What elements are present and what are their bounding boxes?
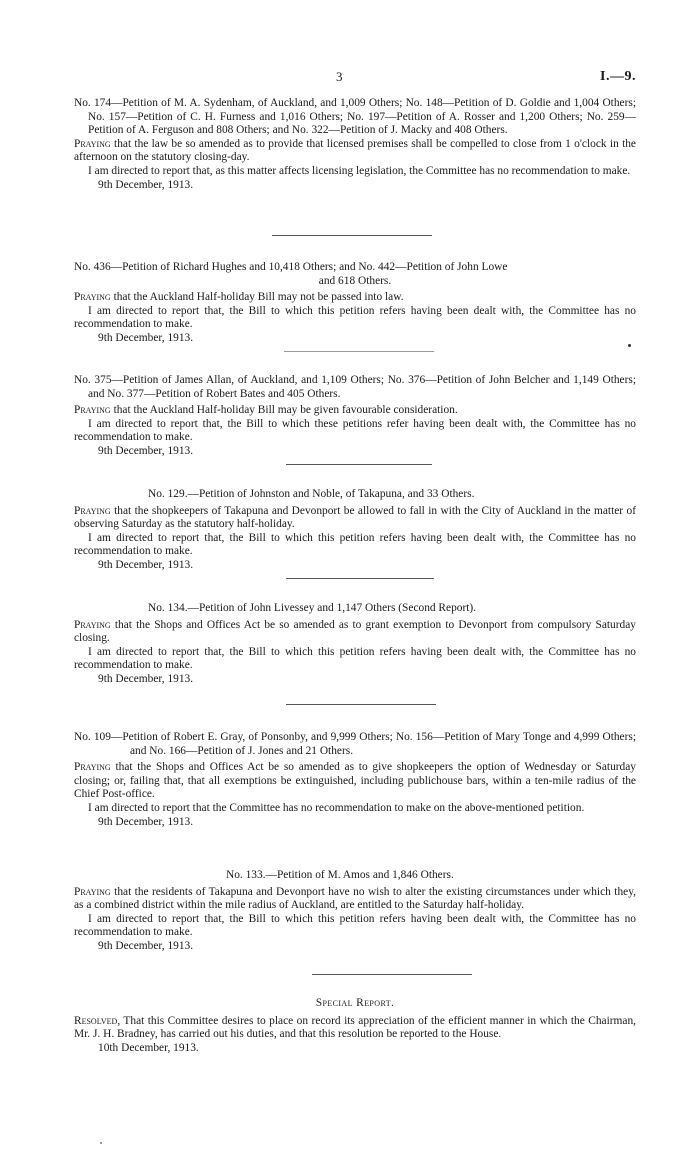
praying-label: Praying <box>74 291 111 304</box>
resolution-body: , That this Committee desires to place on record its appreciation of the efficient manner in which the Chairman, Mr. J. H. Bradney, has carried out his duties, and that this resolution be reported to the House. <box>74 1014 636 1041</box>
petition-prayer <box>74 505 636 532</box>
petition-section-4 <box>74 488 636 573</box>
petition-prayer <box>74 291 636 305</box>
page-number: 3 <box>336 69 343 84</box>
praying-label: Praying <box>74 404 111 417</box>
section-divider <box>312 974 472 975</box>
prayer-text: that the Shops and Offices Act be so amended as to grant exemption to Devonport from compulsory Saturday closing. <box>74 618 636 645</box>
petition-section-5 <box>74 602 636 687</box>
section-divider <box>286 464 432 465</box>
report-date: 9th December, 1913. <box>98 672 194 685</box>
praying-label: Praying <box>74 137 111 150</box>
petition-title: No. 129.—Petition of Johnston and Noble, of Takapuna, and 33 Others. <box>148 488 475 500</box>
committee-report: I am directed to report that, the Bill to which this petition refers having been dealt with, the Committee has no recommendation to make. <box>74 912 636 939</box>
report-date: 9th December, 1913. <box>98 331 194 344</box>
report-date: 10th December, 1913. <box>98 1041 199 1054</box>
resolved-label: Resolved <box>74 1014 118 1027</box>
petition-prayer <box>74 138 636 165</box>
report-date: 9th December, 1913. <box>98 444 194 457</box>
special-report-heading: Special Report. <box>315 997 395 1009</box>
committee-report: I am directed to report that, the Bill to which this petition refers having been dealt with, the Committee has no recommendation to make. <box>74 531 636 558</box>
petition-prayer <box>74 619 636 646</box>
prayer-text: that the Shops and Offices Act be so amended as to give shopkeepers the option of Wednesday or Saturday closing; or, failing that, that all exemptions be extinguished, including publichouse bars, within a ten-mile radius of the Chief Post-office. <box>74 761 636 801</box>
section-divider <box>272 235 432 236</box>
special-report-section <box>74 997 636 1055</box>
report-date: 9th December, 1913. <box>98 558 194 571</box>
section-divider <box>286 578 434 579</box>
prayer-text: that the Auckland Half-holiday Bill may not be passed into law. <box>110 291 404 304</box>
praying-label: Praying <box>74 885 111 898</box>
print-speck <box>100 1142 102 1144</box>
prayer-text: that the shopkeepers of Takapuna and Devonport be allowed to fall in with the City of Auckland in the matter of observing Saturday as the statutory half-holiday. <box>74 504 636 531</box>
report-date: 9th December, 1913. <box>98 178 194 191</box>
petition-title: No. 436—Petition of Richard Hughes and 10,418 Others; and No. 442—Petition of John Lowe <box>74 261 508 273</box>
petition-section-1 <box>74 97 636 192</box>
petition-section-3 <box>74 374 636 459</box>
print-speck <box>628 344 631 347</box>
committee-report: I am directed to report that, the Bill to which this petition refers having been dealt with, the Committee has no recommendation to make. <box>74 304 636 331</box>
section-divider <box>286 704 436 705</box>
petition-section-6 <box>74 731 636 829</box>
petition-prayer <box>74 886 636 913</box>
committee-report: I am directed to report that, the Bill to which these petitions refer having been dealt with, the Committee has no recommendation to make. <box>74 417 636 444</box>
petition-title: No. 109—Petition of Robert E. Gray, of Ponsonby, and 9,999 Others; No. 156—Petition of Mary Tonge and 4,999 Others; and No. 166—Petition of J. Jones and 21 Others. <box>74 731 636 757</box>
prayer-text: that the residents of Takapuna and Devonport have no wish to alter the existing circumstances under which they, as a combined district within the mile radius of Auckland, are entitled to the Saturday half-holiday. <box>74 885 636 912</box>
praying-label: Praying <box>74 618 111 631</box>
document-reference: I.—9. <box>600 69 636 84</box>
prayer-text: that the law be so amended as to provide that licensed premises shall be compelled to close from 1 o'clock in the afternoon on the statutory closing-day. <box>74 137 636 164</box>
petition-title: No. 174—Petition of M. A. Sydenham, of Auckland, and 1,009 Others; No. 148—Petition of D. Goldie and 1,004 Others; No. 157—Petition of C. H. Furness and 1,016 Others; No. 197—Petition of A. Rosser and 1,200 Others; No. 259—Petition of A. Ferguson and 808 Others; and No. 322—Petition of J. Macky and 408 Others. <box>74 97 636 137</box>
committee-report: I am directed to report that the Committee has no recommendation to make on the above-mentioned petition. <box>88 801 585 814</box>
report-date: 9th December, 1913. <box>98 939 194 952</box>
report-date: 9th December, 1913. <box>98 815 194 828</box>
page-header <box>74 70 636 86</box>
petition-title: No. 375—Petition of James Allan, of Auckland, and 1,109 Others; No. 376—Petition of John Belcher and 1,149 Others; and No. 377—Petition of Robert Bates and 405 Others. <box>74 374 636 400</box>
praying-label: Praying <box>74 504 111 517</box>
resolution-text <box>74 1015 636 1042</box>
petition-prayer <box>74 761 636 802</box>
petition-title: No. 133.—Petition of M. Amos and 1,846 Others. <box>226 869 454 881</box>
section-divider <box>284 351 434 352</box>
petition-prayer <box>74 404 636 418</box>
petition-title: No. 134.—Petition of John Livessey and 1,147 Others (Second Report). <box>148 602 477 614</box>
petition-section-7 <box>74 869 636 954</box>
prayer-text: that the Auckland Half-holiday Bill may be given favourable consideration. <box>110 404 458 417</box>
praying-label: Praying <box>74 761 111 774</box>
committee-report: I am directed to report that, as this matter affects licensing legislation, the Committee has no recommendation to make. <box>88 164 631 177</box>
petition-title-continued: and 618 Others. <box>318 274 392 287</box>
petition-section-2 <box>74 261 636 346</box>
committee-report: I am directed to report that, the Bill to which this petition refers having been dealt with, the Committee has no recommendation to make. <box>74 645 636 672</box>
